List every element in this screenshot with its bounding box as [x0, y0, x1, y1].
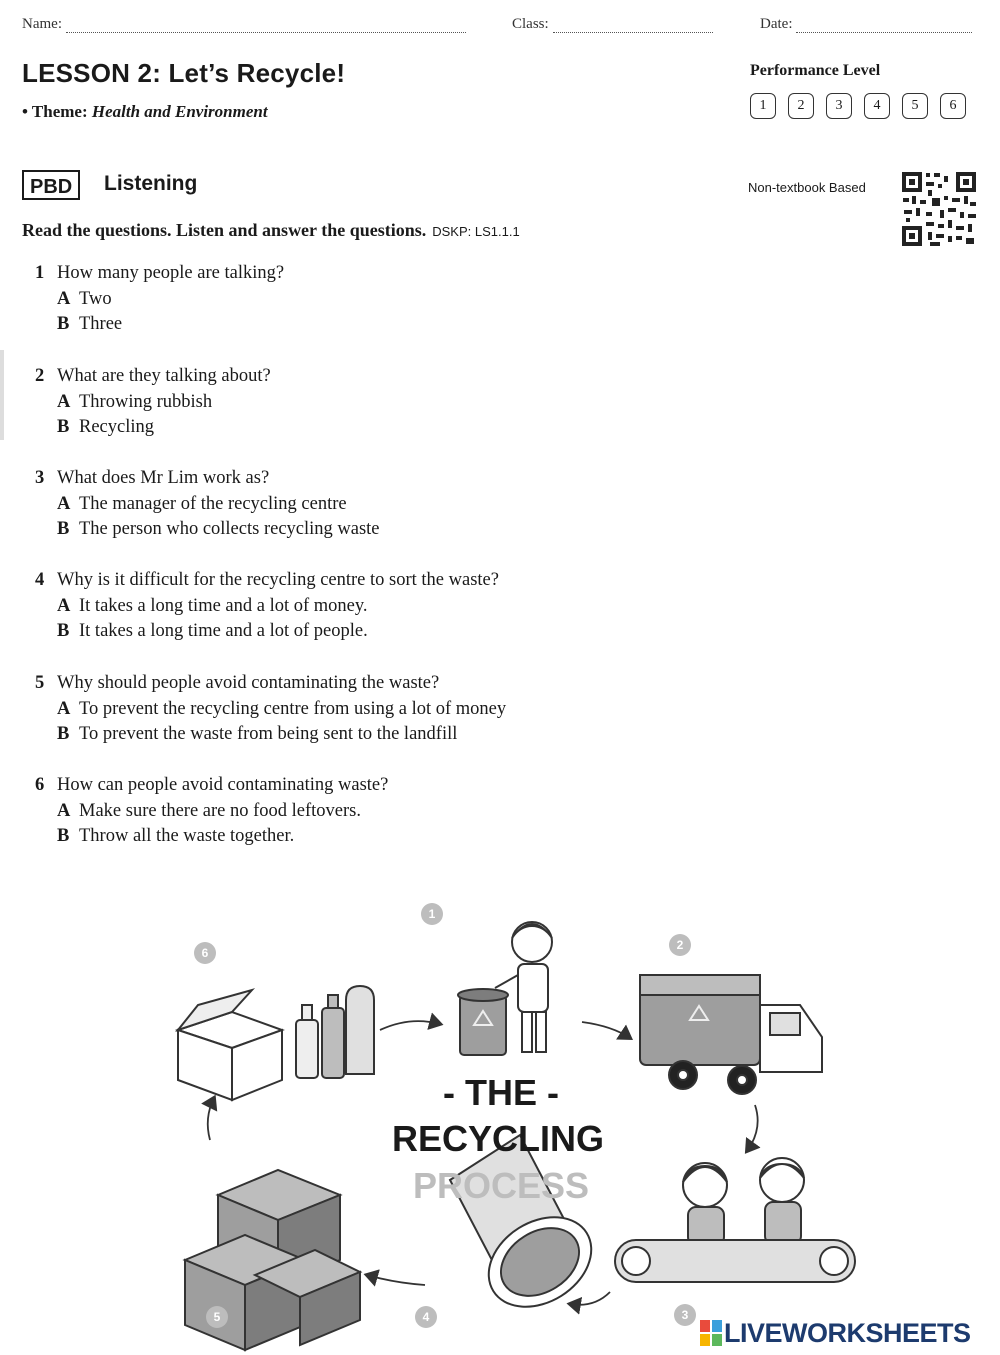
performance-level-label: Performance Level: [750, 62, 881, 79]
liveworksheets-logo-icon: [700, 1320, 722, 1346]
option-a[interactable]: [35, 594, 499, 620]
pbd-badge: PBD: [22, 170, 80, 200]
option-a[interactable]: [35, 492, 380, 518]
option-a[interactable]: [35, 697, 506, 723]
question-1: [35, 261, 284, 338]
name-field: [22, 16, 466, 33]
lesson-title: LESSON 2: Let’s Recycle!: [22, 58, 346, 88]
question-6: [35, 773, 388, 850]
question-text: How many people are talking?: [57, 263, 285, 283]
performance-levels: [750, 93, 966, 119]
option-letter: A: [57, 493, 71, 514]
question-text: What does Mr Lim work as?: [57, 468, 270, 488]
diagram-title-line-2: RECYCLING: [392, 1118, 605, 1159]
option-letter: A: [57, 698, 71, 719]
dskp-code: DSKP: LS1.1.1: [432, 224, 520, 239]
class-line[interactable]: [553, 18, 713, 33]
box-and-bottles-illustration: [178, 986, 374, 1100]
question-text: Why is it difficult for the recycling centre to sort the waste?: [57, 570, 499, 590]
level-box-2[interactable]: 2: [788, 93, 814, 119]
option-letter: A: [57, 288, 71, 309]
date-field: [760, 16, 972, 33]
step-badge-5: 5: [206, 1306, 228, 1328]
option-letter: A: [57, 391, 71, 412]
question-number: 5: [35, 673, 45, 693]
instructions: [22, 220, 520, 241]
option-letter: A: [57, 595, 71, 616]
option-a[interactable]: [35, 799, 388, 825]
question-number: 2: [35, 366, 45, 386]
option-b[interactable]: [35, 722, 506, 748]
option-b[interactable]: [35, 619, 499, 645]
margin-mark: [0, 350, 4, 440]
step-badge-1: 1: [421, 903, 443, 925]
arrow-5-to-6: [208, 1098, 214, 1140]
section-title: Listening: [104, 172, 198, 195]
instructions-text: Read the questions. Listen and answer the questions.: [22, 220, 427, 240]
theme-value: Health and Environment: [91, 102, 268, 121]
option-letter: A: [57, 800, 71, 821]
option-text: It takes a long time and a lot of money.: [79, 595, 368, 616]
level-box-6[interactable]: 6: [940, 93, 966, 119]
step-badge-6: 6: [194, 942, 216, 964]
class-field: [512, 16, 713, 33]
option-text: Recycling: [79, 417, 155, 437]
option-a[interactable]: [35, 390, 271, 416]
children-sorting-illustration: [615, 1158, 855, 1282]
option-text: It takes a long time and a lot of people.: [79, 621, 368, 641]
option-letter: B: [57, 724, 70, 744]
step-badge-3: 3: [674, 1304, 696, 1326]
theme-label: • Theme:: [22, 102, 88, 121]
non-textbook-note: Non-textbook Based: [748, 180, 866, 195]
question-3: [35, 466, 380, 543]
date-line[interactable]: [796, 18, 972, 33]
option-letter: B: [57, 519, 70, 539]
question-number: 3: [35, 468, 45, 488]
diagram-title-line-3: PROCESS: [413, 1165, 590, 1206]
option-text: To prevent the recycling centre from using a lot of money: [79, 698, 507, 719]
qr-code-icon: [900, 170, 978, 248]
arrow-3-to-4: [570, 1292, 610, 1305]
option-text: Three: [79, 314, 123, 334]
step-badge-2: 2: [669, 934, 691, 956]
class-label: Class:: [512, 16, 549, 32]
option-text: To prevent the waste from being sent to the landfill: [79, 724, 458, 744]
option-text: The manager of the recycling centre: [79, 493, 347, 514]
name-line[interactable]: [66, 18, 466, 33]
arrow-1-to-2: [582, 1022, 630, 1038]
option-letter: B: [57, 417, 70, 437]
option-text: Throw all the waste together.: [79, 826, 295, 846]
question-text: How can people avoid contaminating waste?: [57, 775, 389, 795]
boy-recycling-illustration: [458, 922, 552, 1055]
option-text: The person who collects recycling waste: [79, 519, 380, 539]
level-box-3[interactable]: 3: [826, 93, 852, 119]
arrow-2-to-3: [747, 1105, 758, 1151]
diagram-title-line-1: - THE -: [443, 1072, 559, 1113]
question-number: 6: [35, 775, 45, 795]
option-text: Two: [79, 288, 112, 309]
level-box-1[interactable]: 1: [750, 93, 776, 119]
liveworksheets-brand: LIVEWORKSHEETS: [724, 1318, 971, 1348]
arrow-4-to-5: [367, 1275, 425, 1285]
question-text: What are they talking about?: [57, 366, 271, 386]
question-text: Why should people avoid contaminating the waste?: [57, 673, 440, 693]
option-b[interactable]: [35, 517, 380, 543]
date-label: Date:: [760, 16, 793, 32]
option-b[interactable]: [35, 824, 388, 850]
option-text: Throwing rubbish: [79, 391, 213, 412]
option-text: Make sure there are no food leftovers.: [79, 800, 362, 821]
level-box-4[interactable]: 4: [864, 93, 890, 119]
option-letter: B: [57, 826, 70, 846]
name-label: Name:: [22, 16, 62, 32]
lesson-theme: [22, 102, 268, 122]
arrow-6-to-1: [380, 1021, 440, 1030]
question-2: [35, 364, 271, 441]
option-b[interactable]: [35, 312, 284, 338]
step-badge-4: 4: [415, 1306, 437, 1328]
recycling-truck-illustration: [640, 975, 822, 1094]
crushing-drum-illustration: [450, 1135, 608, 1325]
option-a[interactable]: [35, 287, 284, 313]
question-number: 4: [35, 570, 45, 590]
question-5: [35, 671, 506, 748]
question-number: 1: [35, 263, 45, 283]
option-letter: B: [57, 621, 70, 641]
level-box-5[interactable]: 5: [902, 93, 928, 119]
option-letter: B: [57, 314, 70, 334]
option-b[interactable]: [35, 415, 271, 441]
question-4: [35, 568, 499, 645]
